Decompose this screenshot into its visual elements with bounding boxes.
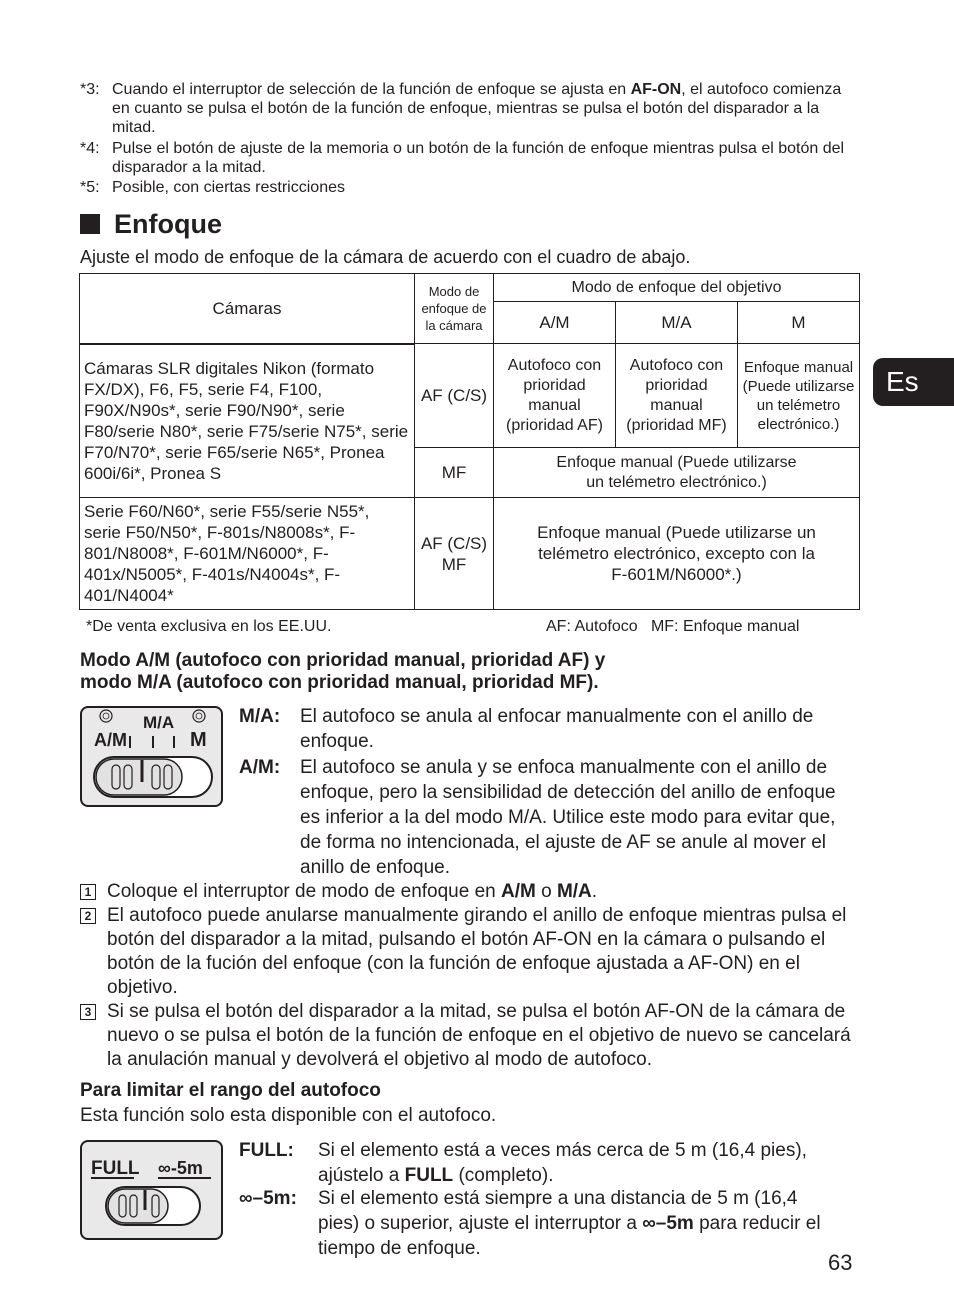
header-cameras: Cámaras: [80, 274, 415, 344]
section-heading: Enfoque: [80, 208, 222, 240]
language-tab: Es: [873, 358, 954, 406]
row1-m: Enfoque manual (Puede utilizarse un telémetro electrónico.): [738, 344, 860, 448]
switch2-limit-label: ∞-5m: [158, 1158, 203, 1178]
switch1-m-label: M: [190, 729, 207, 751]
row1-ma: Autofoco con prioridad manual (prioridad MF): [616, 344, 738, 448]
row1-mf-all: Enfoque manual (Puede utilizarse un telémetro electrónico.): [494, 448, 860, 498]
switch1-ma-label: M/A: [143, 713, 175, 732]
intro-text: Ajuste el modo de enfoque de la cámara de acuerdo con el cuadro de abajo.: [80, 247, 691, 267]
switch1-am-label: A/M: [94, 730, 127, 750]
focus-mode-table: [79, 273, 860, 610]
row1-mode-mf: MF: [415, 448, 494, 498]
header-am: A/M: [494, 302, 616, 344]
range-intro: Esta función solo esta disponible con el autofoco.: [80, 1105, 497, 1126]
range-heading: Para limitar el rango del autofoco: [80, 1080, 381, 1101]
switch2-full-label: FULL: [91, 1158, 140, 1179]
row1-mode-af: AF (C/S): [415, 344, 494, 448]
row2-all: Enfoque manual (Puede utilizarse un telémetro electrónico, excepto con la F-601M/N6000*.): [494, 498, 860, 610]
header-lens-mode: Modo de enfoque del objetivo: [494, 274, 860, 302]
def-full: FULL: Si el elemento está a veces más cerca de 5 m (16,4 pies), ajústelo a FULL (completo).: [239, 1140, 807, 1186]
footnote-4: *4: Pulse el botón de ajuste de la memoria o un botón de la función de enfoque mientras pulsa el botón del disparador a la mitad.: [80, 140, 845, 176]
mode-heading-line2: modo M/A (autofoco con prioridad manual, prioridad MF).: [80, 672, 599, 693]
page-number: 63: [828, 1250, 853, 1275]
row1-am: Autofoco con prioridad manual (prioridad AF): [494, 344, 616, 448]
header-camera-mode: Modo de enfoque de la cámara: [415, 274, 494, 344]
square-bullet-icon: [80, 214, 100, 234]
step-2: 2 El autofoco puede anularse manualmente girando el anillo de enfoque mientras pulsa el botón del disparador a la mitad, pulsando el botón AF-ON en la cámara o pulsando el botón de la fución del enfoque (con la función de enfoque ajustada a AF-ON) en el objetivo.: [80, 904, 860, 1000]
footnote-5: *5: Posible, con ciertas restricciones: [80, 179, 345, 196]
range-switch-figure: [80, 1140, 223, 1240]
focus-mode-switch-figure: [80, 706, 223, 807]
range-switch-icon: [82, 1142, 221, 1238]
def-am: A/M: El autofoco se anula y se enfoca manualmente con el anillo de enfoque, pero la sensibilidad de detección del anillo de enfoque es inferior a la del modo M/A. Utilice este modo para evitar que, de forma no intencionada, el ajuste de AF se anule al mover el anillo de enfoque.: [239, 757, 836, 878]
header-ma: M/A: [616, 302, 738, 344]
def-limit: ∞–5m: Si el elemento está siempre a una distancia de 5 m (16,4 pies) o superior, ajuste el interruptor a ∞–5m para reducir el tiempo de enfoque.: [239, 1188, 821, 1259]
row2-cameras: Serie F60/N60*, serie F55/serie N55*, serie F50/N50*, F-801s/N8008s*, F-801/N8008*, F-601M/N6000*, F-401x/N5005*, F-401s/N4004s*, F-401/N4004*: [80, 498, 415, 610]
table-legend: AF: Autofoco MF: Enfoque manual: [546, 618, 800, 635]
row2-mode: AF (C/S) MF: [415, 498, 494, 610]
row1-cameras: Cámaras SLR digitales Nikon (formato FX/DX), F6, F5, serie F4, F100, F90X/N90s*, serie F90/N90*, serie F80/serie N80*, serie F75/serie N75*, serie F70/N70*, serie F65/serie N65*, Pronea 600i/6i*, Pronea S: [80, 344, 415, 498]
step-3: 3 Si se pulsa el botón del disparador a la mitad, se pulsa el botón AF-ON de la cámara de nuevo o se pulsa el botón de la función de enfoque en el objetivo de nuevo se cancelará la anulación manual y devolverá el objetivo al modo de autofoco.: [80, 1000, 860, 1072]
mode-heading-line1: Modo A/M (autofoco con prioridad manual, prioridad AF) y: [80, 650, 606, 671]
step-1: 1 Coloque el interruptor de modo de enfoque en A/M o M/A.: [80, 880, 860, 904]
footnote-3: *3: Cuando el interruptor de selección de la función de enfoque se ajusta en AF-ON, el autofoco comienza en cuanto se pulsa el botón de la función de enfoque, mientras se pulsa el botón del disparador a la mitad.: [80, 81, 842, 136]
focus-mode-switch-icon: [82, 708, 221, 805]
def-ma: M/A: El autofoco se anula al enfocar manualmente con el anillo de enfoque.: [239, 706, 814, 752]
table-note: *De venta exclusiva en los EE.UU.: [86, 618, 332, 635]
header-m: M: [738, 302, 860, 344]
